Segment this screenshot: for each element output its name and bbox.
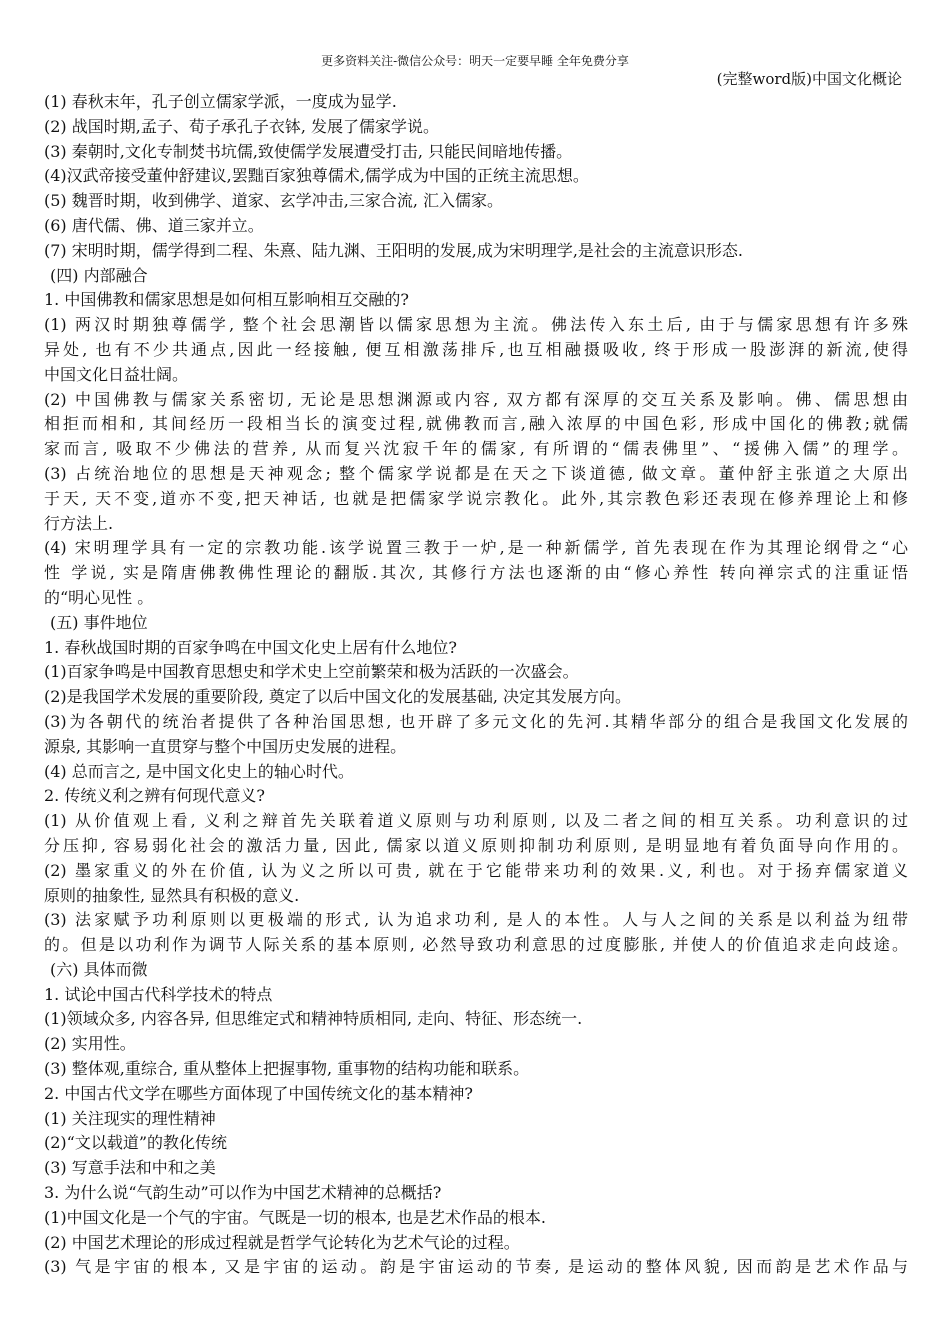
text-line: (6) 唐代儒、佛、道三家并立。	[44, 215, 264, 235]
text-line: (7) 宋明时期，儒学得到二程、朱熹、陆九渊、王阳明的发展,成为宋明理学,是社会的主流意识形态.	[44, 240, 744, 260]
text-line: (1) 从价值观上看, 义利之辩首先关联着道义原则与功利原则, 以及二者之间的相互关系。功利意识的过	[44, 811, 908, 831]
text-line: 源泉, 其影响一直贯穿与整个中国历史发展的进程。	[44, 736, 407, 756]
text-line: 于天, 天不变,道亦不变,把天神话, 也就是把儒家学说宗教化。此外,其宗教色彩还表现在修养理论上和修	[44, 488, 908, 508]
text-line: (4)汉武帝接受董仲舒建议,罢黜百家独尊儒术,儒学成为中国的正统主流思想。	[44, 166, 589, 186]
text-line: (5) 魏晋时期，收到佛学、道家、玄学冲击,三家合流, 汇入儒家。	[44, 191, 504, 211]
text-line: (3) 法家赋予功利原则以更极端的形式, 认为追求功利, 是人的本性。人与人之间的关系是以利益为纽带	[44, 910, 908, 930]
text-line: (1) 关注现实的理性精神	[44, 1108, 216, 1128]
question-heading: 1. 试论中国古代科学技术的特点	[44, 984, 273, 1004]
text-line: (2) 中国佛教与儒家关系密切, 无论是思想渊源或内容, 双方都有深厚的交互关系及影响。佛、儒思想由	[44, 389, 908, 409]
question-heading: 3. 为什么说“气韵生动”可以作为中国艺术精神的总概括?	[44, 1183, 442, 1203]
text-line: 的“明心见性 。	[44, 587, 154, 607]
question-heading: 2. 中国古代文学在哪些方面体现了中国传统文化的基本精神?	[44, 1083, 473, 1103]
text-line: (1)领域众多, 内容各异, 但思维定式和精神特质相同, 走向、特征、形态统一.	[44, 1009, 583, 1029]
text-line: (3) 写意手法和中和之美	[44, 1158, 216, 1178]
text-line: (2) 实用性。	[44, 1034, 136, 1054]
question-heading: 1. 中国佛教和儒家思想是如何相互影响相互交融的?	[44, 290, 409, 310]
text-line: (1)百家争鸣是中国教育思想史和学术史上空前繁荣和极为活跃的一次盛会。	[44, 662, 579, 682]
text-line: (2) 墨家重义的外在价值, 认为义之所以可贵, 就在于它能带来功利的效果.义, 利也。对于扬弃儒家道义	[44, 860, 908, 880]
text-line: (1) 春秋末年，孔子创立儒家学派，一度成为显学.	[44, 92, 397, 111]
text-line: (1) 两汉时期独尊儒学, 整个社会思潮皆以儒家思想为主流。佛法传入东土后, 由于与儒家思想有许多殊	[44, 315, 908, 335]
text-line: (1)中国文化是一个气的宇宙。气既是一切的根本, 也是艺术作品的根本.	[44, 1207, 546, 1227]
document-body	[44, 90, 908, 1280]
text-line: 分压抑, 容易弱化社会的激活力量, 因此, 儒家以道义原则抑制功利原则, 是明显地有着负面导向作用的。	[44, 835, 908, 855]
text-line: 行方法上.	[44, 513, 114, 533]
text-line: (3) 整体观,重综合, 重从整体上把握事物, 重事物的结构功能和联系。	[44, 1059, 530, 1079]
text-line: 家而言, 吸取不少佛法的营养, 从而复兴沈寂千年的儒家, 有所谓的“儒表佛里”、“援佛入儒”的理学。	[44, 439, 908, 459]
text-line: 相拒而相和, 其间经历一段相当长的演变过程,就佛教而言,融入浓厚的中国色彩, 形成中国化的佛教;就儒	[44, 414, 908, 434]
section-heading: (六) 具体而微	[50, 959, 148, 979]
question-heading: 2. 传统义利之辨有何现代意义?	[44, 786, 265, 806]
text-line: (3) 气是宇宙的根本, 又是宇宙的运动。韵是宇宙运动的节奏, 是运动的整体风貌, 因而韵是艺术作品与	[44, 1257, 908, 1277]
question-heading: 1. 春秋战国时期的百家争鸣在中国文化史上居有什么地位?	[44, 637, 457, 657]
header-notice: 更多资料关注-微信公众号：明天一定要早睡 全年免费分享	[321, 54, 629, 68]
section-heading: (四) 内部融合	[50, 265, 148, 285]
document-title: (完整word版)中国文化概论	[716, 70, 902, 88]
text-line: (2) 战国时期,孟子、荀子承孔子衣钵, 发展了儒家学说。	[44, 116, 440, 136]
text-line: (3)为各朝代的统治者提供了各种治国思想, 也开辟了多元文化的先河.其精华部分的组合是我国文化发展的	[44, 711, 908, 731]
text-line: 原则的抽象性, 显然具有积极的意义.	[44, 885, 300, 905]
text-line: (4) 宋明理学具有一定的宗教功能.该学说置三教于一炉,是一种新儒学, 首先表现在作为其理论纲骨之“心	[44, 538, 908, 558]
text-line: (3) 占统治地位的思想是天神观念; 整个儒家学说都是在天之下谈道德, 做文章。董仲舒主张道之大原出	[44, 463, 908, 483]
text-line: 性 学说, 实是隋唐佛教佛性理论的翻版.其次, 其修行方法也逐渐的由“修心养性 转向禅宗式的注重证悟	[44, 563, 908, 583]
text-line: (2) 中国艺术理论的形成过程就是哲学气论转化为艺术气论的过程。	[44, 1232, 520, 1252]
text-line: 异处, 也有不少共通点,因此一经接触, 便互相激荡排斥,也互相融摄吸收, 终于形成一股澎湃的新流,使得	[44, 339, 908, 359]
text-line: (4) 总而言之, 是中国文化史上的轴心时代。	[44, 761, 354, 781]
text-line: (3) 秦朝时,文化专制焚书坑儒,致使儒学发展遭受打击, 只能民间暗地传播。	[44, 141, 573, 161]
text-line: 中国文化日益壮阔。	[44, 364, 189, 384]
text-line: (2)“文以载道”的教化传统	[44, 1133, 228, 1153]
section-heading: (五) 事件地位	[50, 612, 148, 632]
text-line: (2)是我国学术发展的重要阶段, 奠定了以后中国文化的发展基础, 决定其发展方向。	[44, 687, 632, 707]
text-line: 的。但是以功利作为调节人际关系的基本原则, 必然导致功利意思的过度膨胀, 并使人的价值追求走向歧途。	[44, 935, 908, 955]
